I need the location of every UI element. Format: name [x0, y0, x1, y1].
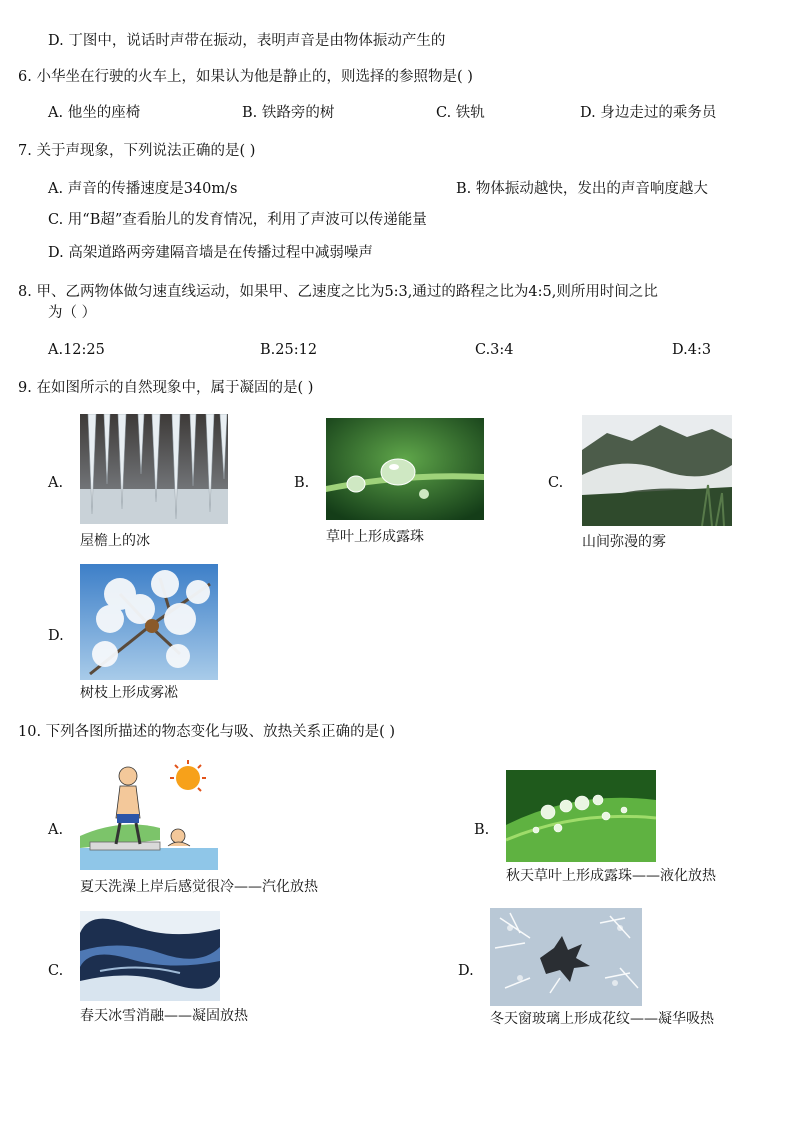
q7-option-d: D. 高架道路两旁建隔音墙是在传播过程中减弱噪声	[48, 245, 373, 261]
q6-option-a: A. 他坐的座椅	[48, 105, 141, 121]
q10-option-b-letter: B.	[474, 822, 490, 838]
q10-option-a-letter: A.	[48, 822, 64, 838]
q8-stem-line2: 为（ ）	[48, 305, 97, 321]
q9-option-b-caption: 草叶上形成露珠	[326, 529, 424, 545]
q6-option-d: D. 身边走过的乘务员	[580, 105, 717, 121]
icicles-photo	[80, 414, 228, 524]
q9-option-d-caption: 树枝上形成雾凇	[80, 685, 178, 701]
q8-option-d: D.4:3	[672, 342, 712, 358]
q9-option-d-letter: D.	[48, 628, 64, 644]
q10-option-c-caption: 春天冰雪消融——凝固放热	[80, 1008, 248, 1024]
q7-option-b: B. 物体振动越快，发出的声音响度越大	[456, 181, 708, 197]
q8-option-c: C.3:4	[475, 342, 514, 358]
q10-option-c-letter: C.	[48, 963, 64, 979]
mountain-fog-photo	[582, 415, 732, 526]
rime-branch-photo	[80, 564, 218, 680]
q9-option-c-letter: C.	[548, 475, 564, 491]
q8-option-a: A.12:25	[48, 342, 105, 358]
q5-option-d: D. 丁图中，说话时声带在振动，表明声音是由物体振动产生的	[48, 33, 446, 49]
q7-stem: 7. 关于声现象，下列说法正确的是( )	[18, 143, 256, 159]
q10-option-a-caption: 夏天洗澡上岸后感觉很冷——汽化放热	[80, 879, 318, 895]
q8-option-b: B.25:12	[260, 342, 318, 358]
q10-option-b-caption: 秋天草叶上形成露珠——液化放热	[506, 868, 716, 884]
q9-option-b-letter: B.	[294, 475, 310, 491]
dewdrop-photo	[326, 418, 484, 520]
q6-option-b: B. 铁路旁的树	[242, 105, 335, 121]
q10-option-d-caption: 冬天窗玻璃上形成花纹——凝华吸热	[490, 1011, 714, 1027]
q7-option-c: C. 用“B超”查看胎儿的发育情况，利用了声波可以传递能量	[48, 212, 427, 228]
q8-stem-line1: 8. 甲、乙两物体做匀速直线运动，如果甲、乙速度之比为5:3,通过的路程之比为4:5,则所用时间之比	[18, 284, 658, 300]
q7-option-a: A. 声音的传播速度是340m/s	[48, 181, 238, 197]
q9-option-a-caption: 屋檐上的冰	[80, 533, 150, 549]
q9-option-c-caption: 山间弥漫的雾	[582, 534, 666, 550]
q6-option-c: C. 铁轨	[436, 105, 485, 121]
q9-option-a-letter: A.	[48, 475, 64, 491]
q9-stem: 9. 在如图所示的自然现象中，属于凝固的是( )	[18, 380, 314, 396]
frost-pattern-photo	[490, 908, 642, 1006]
q10-option-d-letter: D.	[458, 963, 474, 979]
q10-stem: 10. 下列各图所描述的物态变化与吸、放热关系正确的是( )	[18, 724, 396, 740]
q6-stem: 6. 小华坐在行驶的火车上，如果认为他是静止的，则选择的参照物是( )	[18, 69, 473, 85]
swimmer-cartoon	[80, 758, 218, 870]
melting-snow-photo	[80, 911, 220, 1001]
grass-dew-photo	[506, 770, 656, 862]
